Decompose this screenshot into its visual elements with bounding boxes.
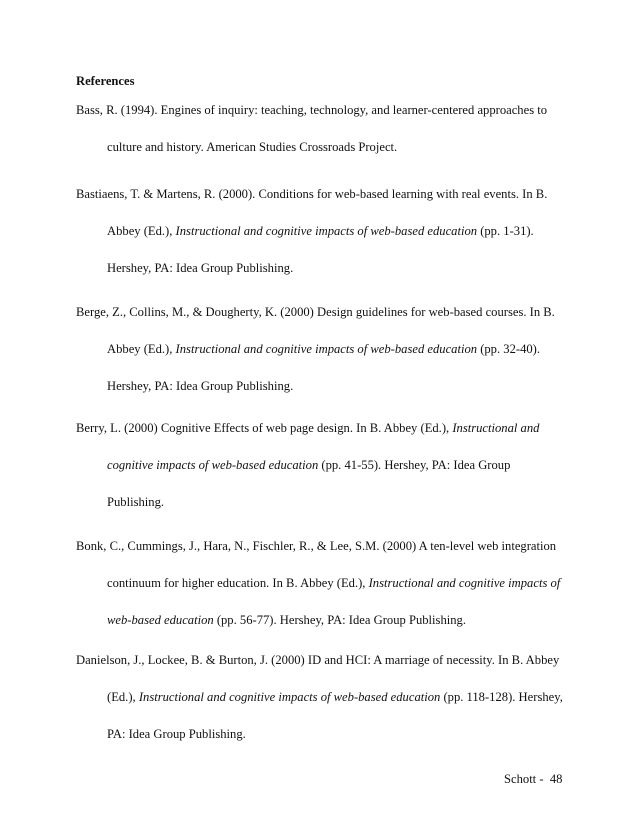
book-title: Instructional and cognitive impacts of web-based education	[175, 224, 478, 238]
book-title: Instructional and cognitive impacts of	[368, 576, 561, 590]
reference-line	[76, 612, 576, 649]
reference-entry	[76, 538, 576, 649]
reference-text: (pp. 56-77). Hershey, PA: Idea Group Publishing.	[213, 613, 466, 627]
book-title: Instructional and cognitive impacts of web-based education	[175, 342, 478, 356]
reference-text: (pp. 1-31).	[477, 224, 534, 238]
reference-text: Abbey (Ed.),	[107, 224, 176, 238]
reference-line	[76, 223, 576, 260]
reference-text: Berry, L. (2000) Cognitive Effects of web page design. In B. Abbey (Ed.),	[76, 421, 453, 435]
reference-line: Bonk, C., Cummings, J., Hara, N., Fischler, R., & Lee, S.M. (2000) A ten-level web integration	[76, 539, 557, 553]
reference-line: Berge, Z., Collins, M., & Dougherty, K. (2000) Design guidelines for web-based courses. In B.	[76, 305, 555, 319]
reference-line	[76, 575, 576, 612]
reference-text: continuum for higher education. In B. Abbey (Ed.),	[107, 576, 369, 590]
book-title: Instructional and cognitive impacts of web-based education	[138, 690, 441, 704]
reference-entry	[76, 652, 576, 763]
reference-entry	[76, 304, 576, 415]
reference-line	[76, 689, 576, 726]
reference-line	[76, 420, 576, 457]
reference-line	[76, 457, 576, 494]
reference-line: Bastiaens, T. & Martens, R. (2000). Conditions for web-based learning with real events. In B.	[76, 187, 548, 201]
reference-line: Hershey, PA: Idea Group Publishing.	[107, 379, 294, 393]
reference-entry	[76, 102, 576, 176]
reference-text: (pp. 118-128). Hershey,	[440, 690, 563, 704]
reference-entry	[76, 186, 576, 297]
reference-line	[76, 341, 576, 378]
reference-text: (pp. 32-40).	[477, 342, 541, 356]
reference-line: Hershey, PA: Idea Group Publishing.	[107, 261, 294, 275]
book-title: Instructional and	[452, 421, 540, 435]
book-title: web-based education	[107, 613, 214, 627]
references-heading: References	[76, 74, 135, 88]
book-title: cognitive impacts of web-based education	[107, 458, 319, 472]
reference-entry	[76, 420, 576, 531]
reference-text: (Ed.),	[107, 690, 139, 704]
reference-text: Abbey (Ed.),	[107, 342, 176, 356]
page-footer: Schott - 48	[504, 772, 563, 786]
reference-line: Danielson, J., Lockee, B. & Burton, J. (2000) ID and HCI: A marriage of necessity. In B. Abbey	[76, 653, 560, 667]
reference-line: PA: Idea Group Publishing.	[107, 727, 246, 741]
reference-line: Publishing.	[107, 495, 165, 509]
reference-line: Bass, R. (1994). Engines of inquiry: teaching, technology, and learner-centered approaches to	[76, 103, 548, 117]
reference-line: culture and history. American Studies Crossroads Project.	[107, 140, 398, 154]
reference-text: (pp. 41-55). Hershey, PA: Idea Group	[318, 458, 511, 472]
